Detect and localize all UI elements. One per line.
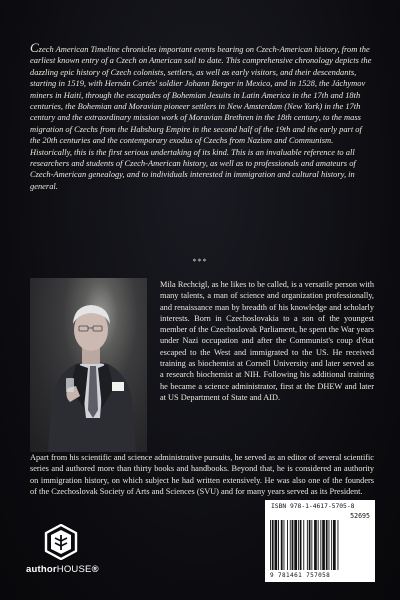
- book-blurb: [30, 40, 373, 192]
- barcode-stripe: [290, 520, 291, 570]
- blurb-text: zech American Timeline chronicles important events bearing on Czech-American history, from the earliest known entry of a Czech on American soil to date. This comprehensive chronology depicts the dazzling epic history of Czech colonists, settlers, as well as early visitors, and their descendants, starting in 1519, with Hernán Cortés' soldier Johann Berger in Mexico, and in 1528, the Jáchymov miners in Haiti, through the escapades of Bohemian Jesuits in Latin America in the 17th and 18th centuries, the Bohemian and Moravian pioneer settlers in New Amsterdam (New York) in the 17th century and the extraordinary mission work of Moravian Brethren in the 18th century, to the mass migration of Czechs from the Habsburg Empire in the second half of the 19th and the early part of the 20th centuries and the contemporary exodus of Czechs from Nazism and Communism. Historically, this is the first serious undertaking of its kind. This is an invaluable reference to all researchers and students of Czech-American history, as well as to professionals and amateurs of Czech-American genealogy, and to individuals interested in immigration and cultural history, in general.: [30, 44, 372, 191]
- barcode-stripe: [278, 520, 279, 570]
- section-separator: ***: [192, 257, 208, 266]
- author-photo: [30, 278, 147, 452]
- isbn-text: ISBN 978-1-4617-5705-8: [271, 503, 355, 510]
- barcode-stripe: [307, 520, 308, 570]
- barcode-stripe: [333, 520, 336, 570]
- barcode-stripe: [318, 520, 319, 570]
- author-bio: Mila Rechcigl, as he likes to be called, is a versatile person with many talents, a man of science and organization professionally, and renaissance man by breadth of his knowledge and scholarly interests. Born in Czechoslovakia to a son of the youngest member of the Czechoslovak Parliament, he spent the War years under Nazi occupation and after the Communist's coup d'état escaped to the West and immigrated to the US. He received training as biochemist at Cornell University and later served as a research biochemist at NIH. Following his additional training he became a science administrator, first at the DHEW and later at US Department of State and AID.: [160, 280, 374, 402]
- barcode-stripe: [309, 520, 311, 570]
- barcode-stripe: [287, 520, 288, 570]
- barcode-stripe: [275, 520, 278, 570]
- barcode-stripe: [284, 520, 285, 570]
- barcode-stripe: [326, 520, 328, 570]
- price-code: 52695: [350, 512, 370, 520]
- barcode-stripe: [329, 520, 330, 570]
- barcode-stripe: [281, 520, 283, 570]
- barcode-stripe: [303, 520, 304, 570]
- publisher-name-light: HOUSE: [56, 564, 92, 575]
- barcode-stripe: [298, 520, 299, 570]
- barcode-stripe: [272, 520, 274, 570]
- barcode-stripe: [338, 520, 339, 570]
- barcode-panel: [265, 500, 375, 582]
- author-bio-continued: Apart from his scientific and science administrative pursuits, he served as an editor of several scientific series and authored more than thirty books and handbooks. Beyond that, he is considered an authority on immigration history, on which subject he had written extensively. He was also one of the founders of the Czechoslovak Society of Arts and Sciences (SVU) and for many years served as its President.: [30, 453, 374, 496]
- barcode-stripe: [311, 520, 312, 570]
- barcode-stripe: [270, 520, 271, 570]
- barcode-stripe: [320, 520, 321, 570]
- barcode-digits: 9 781461 757058: [270, 572, 331, 579]
- publisher-logo: [26, 524, 116, 580]
- barcode-stripe: [331, 520, 332, 570]
- barcode-stripe: [292, 520, 294, 570]
- publisher-book-icon: [44, 524, 78, 560]
- barcode-stripe: [294, 520, 297, 570]
- publisher-name: [26, 564, 126, 575]
- barcode-stripe: [300, 520, 302, 570]
- publisher-name-bold: author: [26, 564, 57, 575]
- author-portrait-graphic: [30, 278, 147, 452]
- barcode-stripe: [322, 520, 325, 570]
- blurb-initial: C: [30, 40, 39, 55]
- registered-mark: ®: [91, 564, 99, 575]
- barcode: [270, 520, 370, 570]
- barcode-stripe: [314, 520, 317, 570]
